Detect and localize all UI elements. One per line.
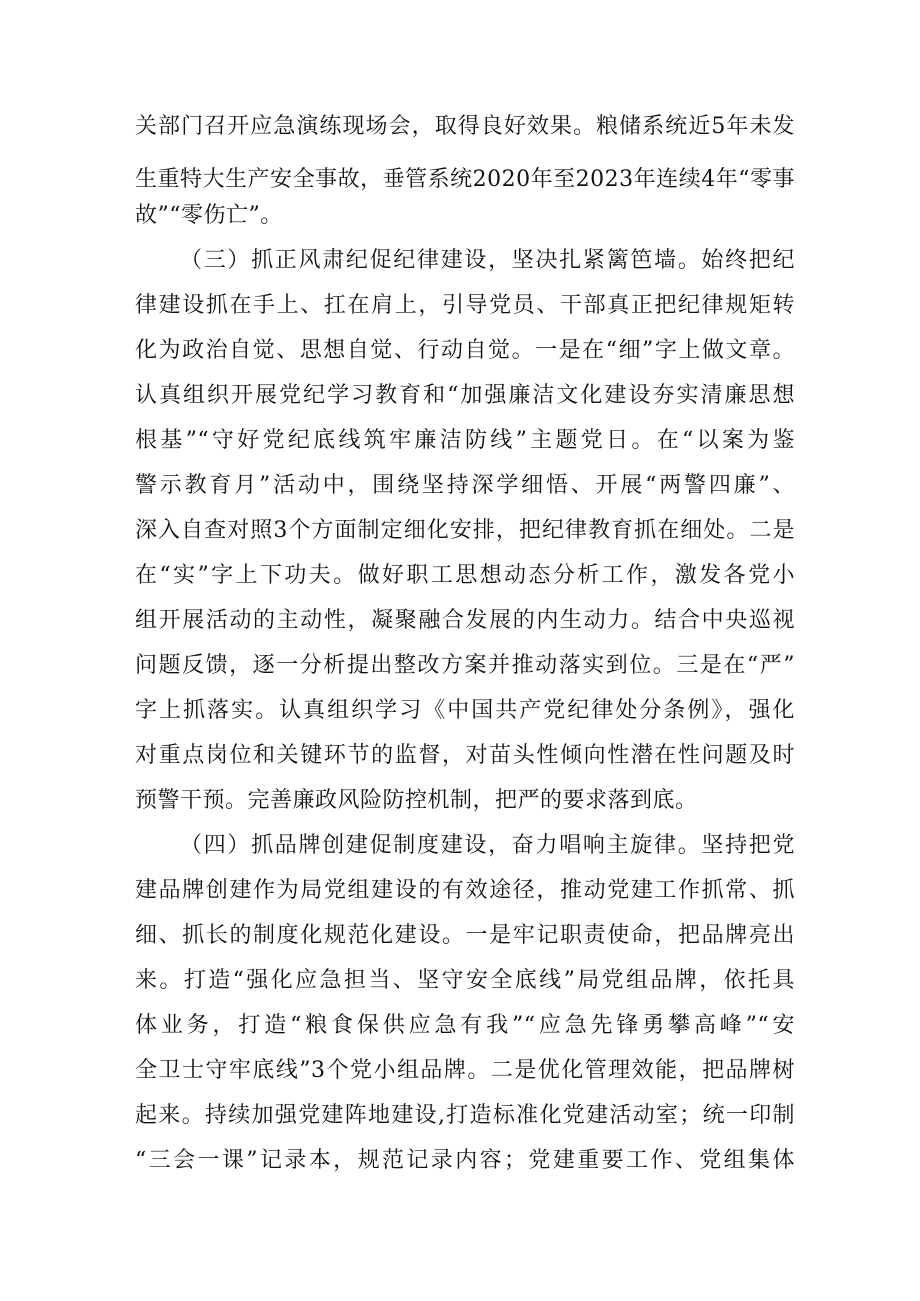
text-line: “三会一课”记录本，规范记录内容；党建重要工作、党组集体 [135,1148,795,1173]
text-line: 关部门召开应急演练现场会，取得良好效果。粮储系统近5年未发 [135,114,795,139]
text-line: 化为政治自觉、思想自觉、行动自觉。一是在“细”字上做文章。 [135,338,795,363]
text-line: 全卫士守牢底线”3个党小组品牌。二是优化管理效能，把品牌树 [135,1058,795,1083]
text-line: 深入自查对照3个方面制定细化安排，把纪律教育抓在细处。二是 [135,518,795,543]
text-line: 来。打造“强化应急担当、坚守安全底线”局党组品牌，依托具 [135,968,795,993]
text-line: 组开展活动的主动性，凝聚融合发展的内生动力。结合中央巡视 [135,608,795,633]
text-line: 故”“零伤亡”。 [135,203,283,228]
text-line: 律建设抓在手上、扛在肩上，引导党员、干部真正把纪律规矩转 [135,293,795,318]
text-line: 字上抓落实。认真组织学习《中国共产党纪律处分条例》，强化 [135,698,795,723]
text-line: 生重特大生产安全事故，垂管系统2020年至2023年连续4年“零事 [135,167,795,192]
text-line: 体业务，打造“粮食保供应急有我”“应急先锋勇攀高峰”“安 [135,1013,795,1038]
text-line: 预警干预。完善廉政风险防控机制，把严的要求落到底。 [135,788,698,813]
text-line: 问题反馈，逐一分析提出整改方案并推动落实到位。三是在“严” [135,653,795,678]
text-line: 在“实”字上下功夫。做好职工思想动态分析工作，激发各党小 [135,563,795,588]
section-heading-line: （三）抓正风肃纪促纪律建设，坚决扎紧篱笆墙。始终把纪 [180,248,795,273]
text-line: 警示教育月”活动中，围绕坚持深学细悟、开展“两警四廉”、 [135,473,795,498]
text-line: 起来。持续加强党建阵地建设,打造标准化党建活动室；统一印制 [135,1103,795,1128]
text-line: 建品牌创建作为局党组建设的有效途径，推动党建工作抓常、抓 [135,878,795,903]
text-line: 认真组织开展党纪学习教育和“加强廉洁文化建设夯实清廉思想 [135,383,795,408]
text-line: 根基”“守好党纪底线筑牢廉洁防线”主题党日。在“以案为鉴 [135,428,795,453]
section-heading-line: （四）抓品牌创建促制度建设，奋力唱响主旋律。坚持把党 [180,833,795,858]
text-line: 细、抓长的制度化规范化建设。一是牢记职责使命，把品牌亮出 [135,923,795,948]
text-line: 对重点岗位和关键环节的监督，对苗头性倾向性潜在性问题及时 [135,743,795,768]
